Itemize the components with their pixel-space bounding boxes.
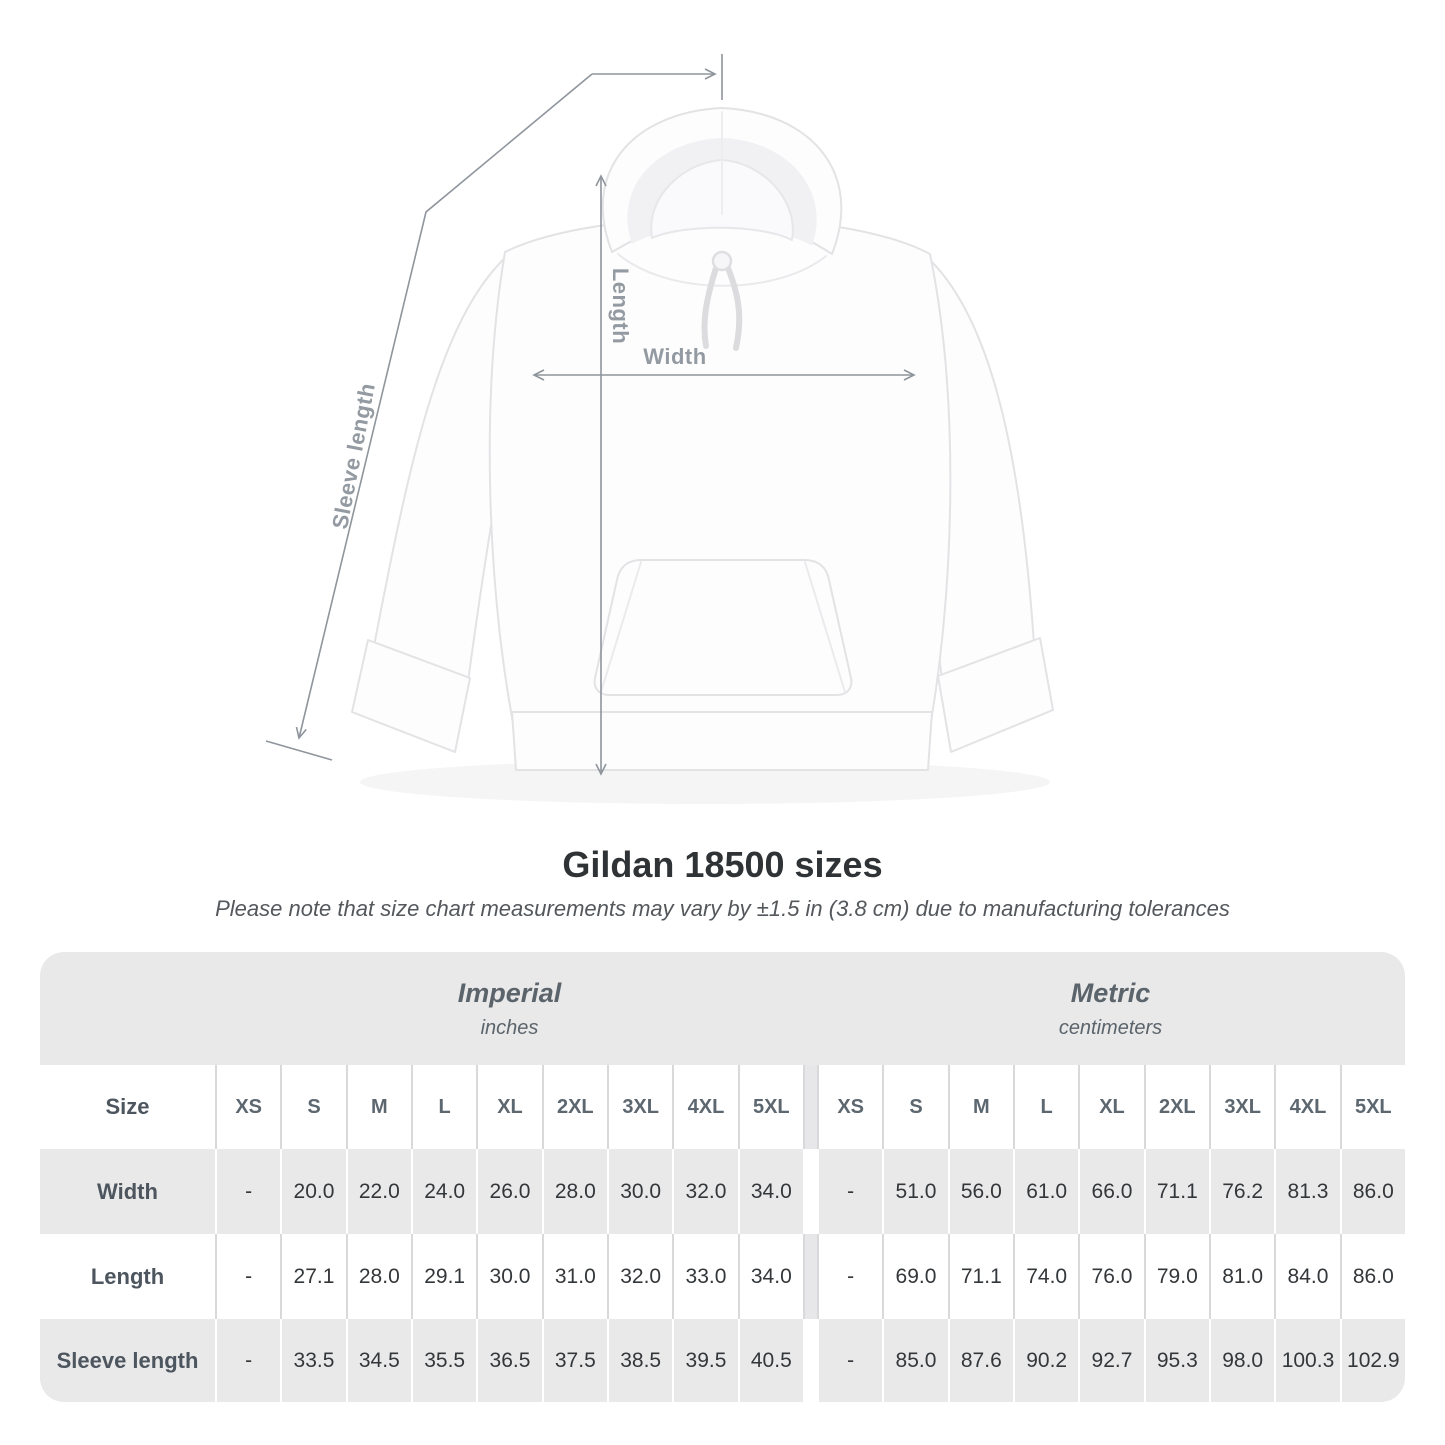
table-cell: 20.0 <box>282 1149 345 1234</box>
sleeve-length-label: Sleeve length <box>327 380 380 532</box>
width-label: Width <box>643 344 707 369</box>
column-header-metric-3XL: 3XL <box>1211 1065 1274 1149</box>
row-label: Sleeve length <box>40 1319 215 1402</box>
table-cell: 34.0 <box>740 1234 803 1319</box>
column-header-metric-S: S <box>884 1065 947 1149</box>
table-cell: 85.0 <box>884 1319 947 1402</box>
drawstring-knot <box>713 252 731 270</box>
column-header-imperial-5XL: 5XL <box>740 1065 803 1149</box>
table-cell: 34.0 <box>740 1149 803 1234</box>
table-cell: 24.0 <box>413 1149 476 1234</box>
table-cell: 32.0 <box>674 1149 737 1234</box>
table-cell: - <box>819 1319 882 1402</box>
size-header-label: Size <box>40 1065 215 1149</box>
metric-label: Metric <box>1070 977 1151 1008</box>
table-cell: 76.2 <box>1211 1149 1274 1234</box>
column-header-metric-L: L <box>1015 1065 1078 1149</box>
table-cell: 98.0 <box>1211 1319 1274 1402</box>
table-body <box>40 1149 1405 1402</box>
metric-unit: centimeters <box>1058 1016 1163 1039</box>
column-header-imperial-XS: XS <box>217 1065 280 1149</box>
table-cell: 30.0 <box>478 1234 541 1319</box>
table-cell: 39.5 <box>674 1319 737 1402</box>
table-cell: - <box>819 1234 882 1319</box>
table-cell: 102.9 <box>1342 1319 1405 1402</box>
table-cell: 86.0 <box>1342 1149 1405 1234</box>
table-cell: 33.0 <box>674 1234 737 1319</box>
table-cell: 27.1 <box>282 1234 345 1319</box>
metric-header <box>816 952 1405 1065</box>
section-divider <box>805 1319 817 1402</box>
column-header-metric-4XL: 4XL <box>1276 1065 1339 1149</box>
table-cell: 81.3 <box>1276 1149 1339 1234</box>
table-cell: 32.0 <box>609 1234 672 1319</box>
table-row-sleeve-length <box>40 1319 1405 1402</box>
column-header-metric-M: M <box>950 1065 1013 1149</box>
kangaroo-pocket <box>595 560 852 695</box>
table-cell: 69.0 <box>884 1234 947 1319</box>
table-cell: 87.6 <box>950 1319 1013 1402</box>
sleeve-bottom-tick <box>266 741 332 760</box>
section-divider <box>805 1149 817 1234</box>
table-cell: 26.0 <box>478 1149 541 1234</box>
row-label: Length <box>40 1234 215 1319</box>
table-cell: 38.5 <box>609 1319 672 1402</box>
table-cell: 33.5 <box>282 1319 345 1402</box>
tolerance-note: Please note that size chart measurements may vary by ±1.5 in (3.8 cm) due to manufacturing tolerances <box>215 896 1230 921</box>
table-cell: 40.5 <box>740 1319 803 1402</box>
table-cell: - <box>819 1149 882 1234</box>
table-row-width <box>40 1149 1405 1234</box>
column-header-imperial-M: M <box>348 1065 411 1149</box>
column-header-metric-2XL: 2XL <box>1146 1065 1209 1149</box>
table-cell: 22.0 <box>348 1149 411 1234</box>
column-header-imperial-4XL: 4XL <box>674 1065 737 1149</box>
unit-header-row <box>40 952 1405 1065</box>
table-cell: 71.1 <box>950 1234 1013 1319</box>
table-row-length <box>40 1234 1405 1319</box>
page-title: Gildan 18500 sizes <box>562 844 883 885</box>
column-header-imperial-XL: XL <box>478 1065 541 1149</box>
table-cell: 71.1 <box>1146 1149 1209 1234</box>
table-cell: 37.5 <box>544 1319 607 1402</box>
table-cell: 76.0 <box>1080 1234 1143 1319</box>
table-cell: 35.5 <box>413 1319 476 1402</box>
section-divider <box>805 1234 817 1319</box>
table-cell: - <box>217 1319 280 1402</box>
column-header-imperial-L: L <box>413 1065 476 1149</box>
table-cell: 84.0 <box>1276 1234 1339 1319</box>
table-cell: 34.5 <box>348 1319 411 1402</box>
table-cell: 79.0 <box>1146 1234 1209 1319</box>
table-cell: 56.0 <box>950 1149 1013 1234</box>
table-cell: - <box>217 1234 280 1319</box>
column-header-imperial-2XL: 2XL <box>544 1065 607 1149</box>
table-cell: 86.0 <box>1342 1234 1405 1319</box>
table-cell: 81.0 <box>1211 1234 1274 1319</box>
table-cell: 51.0 <box>884 1149 947 1234</box>
table-cell: 28.0 <box>544 1149 607 1234</box>
table-cell: 90.2 <box>1015 1319 1078 1402</box>
table-cell: 61.0 <box>1015 1149 1078 1234</box>
table-cell: - <box>217 1149 280 1234</box>
table-cell: 36.5 <box>478 1319 541 1402</box>
table-cell: 95.3 <box>1146 1319 1209 1402</box>
table-cell: 28.0 <box>348 1234 411 1319</box>
column-header-metric-XL: XL <box>1080 1065 1143 1149</box>
column-header-imperial-3XL: 3XL <box>609 1065 672 1149</box>
row-label: Width <box>40 1149 215 1234</box>
column-header-imperial-S: S <box>282 1065 345 1149</box>
section-divider <box>805 1065 817 1149</box>
hem-band <box>512 712 932 770</box>
table-cell: 92.7 <box>1080 1319 1143 1402</box>
imperial-unit: inches <box>480 1016 539 1039</box>
table-cell: 100.3 <box>1276 1319 1339 1402</box>
imperial-label: Imperial <box>457 977 562 1008</box>
table-cell: 74.0 <box>1015 1234 1078 1319</box>
table-cell: 29.1 <box>413 1234 476 1319</box>
length-label: Length <box>608 267 633 345</box>
column-header-metric-XS: XS <box>819 1065 882 1149</box>
table-cell: 30.0 <box>609 1149 672 1234</box>
table-cell: 31.0 <box>544 1234 607 1319</box>
size-header-row <box>40 1065 1405 1149</box>
hoodie-garment <box>352 108 1053 770</box>
imperial-header <box>215 952 804 1065</box>
size-table <box>40 952 1405 1402</box>
column-header-metric-5XL: 5XL <box>1342 1065 1405 1149</box>
table-cell: 66.0 <box>1080 1149 1143 1234</box>
